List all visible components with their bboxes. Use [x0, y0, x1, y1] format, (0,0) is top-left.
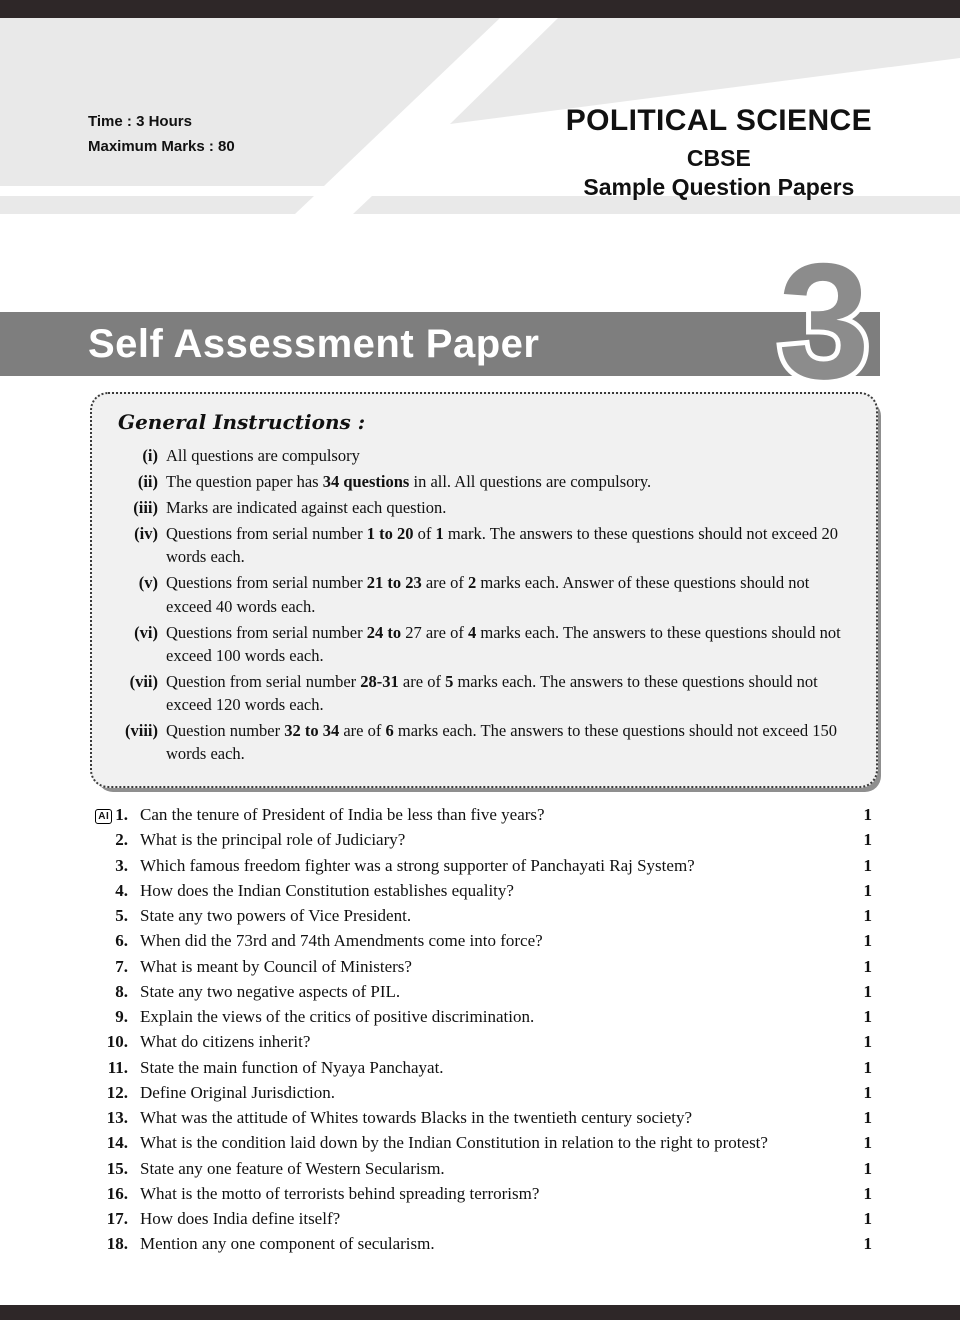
question-number: AI 1. [88, 804, 128, 826]
question-number: 10. [106, 1032, 128, 1052]
question-row [88, 1057, 872, 1079]
instruction-item [112, 621, 850, 667]
question-marks: 1 [863, 1209, 872, 1229]
question-marks: 1 [863, 906, 872, 926]
question-text: How does the Indian Constitution establishes equality? [140, 880, 514, 900]
instruction-item [112, 496, 850, 519]
question-row [88, 880, 872, 902]
banner-band [0, 312, 880, 376]
instruction-text: Marks are indicated against each question. [166, 498, 447, 518]
question-text: What is meant by Council of Ministers? [140, 956, 412, 976]
instruction-item [112, 470, 850, 493]
question-text: What is the condition laid down by the Indian Constitution in relation to the right to protest? [140, 1133, 768, 1153]
instruction-item [112, 522, 850, 568]
instruction-text: All questions are compulsory [166, 446, 360, 465]
question-marks: 1 [863, 1057, 872, 1077]
question-marks: 1 [863, 1183, 872, 1203]
question-text: What is the principal role of Judiciary? [140, 830, 406, 850]
question-marks: 1 [863, 931, 872, 951]
question-row [88, 1031, 872, 1053]
instruction-label: (v) [138, 573, 158, 593]
general-instructions-box [90, 392, 878, 788]
question-number: 7. [115, 956, 128, 976]
instruction-text: Question from serial number 28-31 are of 5 marks each. The answers to these questions should not exceed 120 words each. [166, 671, 818, 714]
exam-time: Time : 3 Hours [88, 113, 192, 130]
question-text: How does India define itself? [140, 1209, 341, 1229]
question-marks: 1 [863, 805, 872, 825]
question-marks: 1 [863, 981, 872, 1001]
question-number: 4. [115, 880, 128, 900]
instruction-label: (vi) [134, 622, 158, 642]
question-marks: 1 [863, 1108, 872, 1128]
question-number: 9. [115, 1007, 128, 1027]
instruction-label: (viii) [125, 721, 158, 741]
question-number: 14. [106, 1133, 128, 1153]
bottom-bar [0, 1305, 960, 1320]
question-row [88, 1107, 872, 1129]
instruction-label: (iv) [134, 524, 158, 544]
question-number: 6. [115, 931, 128, 951]
instruction-label: (ii) [137, 472, 158, 492]
question-text: What is the motto of terrorists behind spreading terrorism? [140, 1183, 540, 1203]
top-bar [0, 0, 960, 18]
question-number: 5. [115, 906, 128, 926]
question-marks: 1 [863, 855, 872, 875]
question-row [88, 1233, 872, 1255]
question-row [88, 1208, 872, 1230]
question-marks: 1 [863, 956, 872, 976]
question-text: What do citizens inherit? [140, 1032, 311, 1052]
paper-number-figure [754, 229, 894, 413]
question-number: 15. [106, 1158, 128, 1178]
question-marks: 1 [863, 880, 872, 900]
question-row [88, 905, 872, 927]
question-row [88, 930, 872, 952]
question-text: What was the attitude of Whites towards Blacks in the twentieth century society? [140, 1108, 693, 1128]
question-row [88, 1082, 872, 1104]
question-marks: 1 [863, 1082, 872, 1102]
question-text: Can the tenure of President of India be less than five years? [140, 805, 545, 825]
question-marks: 1 [863, 1007, 872, 1027]
instruction-item [112, 719, 850, 765]
paper-banner [0, 229, 960, 413]
instruction-item [112, 571, 850, 617]
question-marks: 1 [863, 1234, 872, 1254]
question-text: State any two powers of Vice President. [140, 906, 412, 926]
instructions-list [112, 444, 850, 765]
question-marks: 1 [863, 1133, 872, 1153]
paper-number: 3 [778, 229, 870, 413]
question-text: When did the 73rd and 74th Amendments come into force? [140, 931, 543, 951]
instruction-text: Questions from serial number 21 to 23 are of 2 marks each. Answer of these questions should not exceed 40 words each. [166, 573, 810, 616]
question-number: 16. [106, 1183, 128, 1203]
instruction-text: Questions from serial number 24 to 27 are of 4 marks each. The answers to these questions should not exceed 100 words each. [166, 622, 841, 665]
question-row [88, 804, 872, 826]
question-row [88, 1158, 872, 1180]
question-marks: 1 [863, 1158, 872, 1178]
banner-title: Self Assessment Paper [88, 321, 540, 366]
subject-title: POLITICAL SCIENCE [565, 104, 872, 137]
question-row [88, 956, 872, 978]
question-text: State any two negative aspects of PIL. [140, 981, 401, 1001]
question-row [88, 981, 872, 1003]
question-row [88, 855, 872, 877]
header-gray-left-block [0, 18, 500, 186]
question-row [88, 1132, 872, 1154]
question-row [88, 1006, 872, 1028]
instruction-label: (iii) [133, 498, 158, 518]
question-row [88, 829, 872, 851]
question-row [88, 1183, 872, 1205]
title-block [566, 104, 872, 201]
question-marks: 1 [863, 1032, 872, 1052]
instructions-title: General Instructions : [118, 410, 366, 434]
questions-list [88, 804, 872, 1255]
instruction-label: (vii) [129, 671, 158, 691]
instruction-text: The question paper has 34 questions in all. All questions are compulsory. [166, 472, 652, 492]
question-number: 8. [115, 981, 128, 1001]
question-number: 12. [106, 1082, 128, 1102]
question-text: Mention any one component of secularism. [140, 1234, 435, 1254]
question-text: State the main function of Nyaya Panchayat. [140, 1057, 444, 1077]
exam-max-marks: Maximum Marks : 80 [88, 137, 235, 155]
question-number: 11. [107, 1057, 128, 1077]
question-number: 18. [106, 1234, 128, 1254]
series-name: Sample Question Papers [583, 174, 855, 200]
instruction-item [112, 670, 850, 716]
instruction-text: Question number 32 to 34 are of 6 marks each. The answers to these questions should not exceed 150 words each. [166, 721, 838, 764]
ai-badge-icon: AI [95, 809, 112, 824]
question-number: 17. [106, 1209, 128, 1229]
instruction-item [112, 444, 850, 467]
question-marks: 1 [863, 830, 872, 850]
instruction-text: Questions from serial number 1 to 20 of 1 mark. The answers to these questions should not exceed 20 words each. [166, 524, 838, 567]
question-text: Define Original Jurisdiction. [140, 1082, 335, 1102]
board-name: CBSE [686, 145, 751, 171]
instruction-label: (i) [142, 446, 158, 465]
question-number: 13. [106, 1108, 128, 1128]
question-text: Which famous freedom fighter was a strong supporter of Panchayati Raj System? [140, 855, 695, 875]
header [0, 18, 960, 214]
question-text: Explain the views of the critics of positive discrimination. [140, 1007, 535, 1027]
question-number: 3. [115, 855, 128, 875]
header-gray-strip-left [0, 196, 314, 214]
question-text: State any one feature of Western Secularism. [140, 1158, 445, 1178]
question-number: 2. [115, 830, 128, 850]
exam-meta [88, 110, 235, 160]
